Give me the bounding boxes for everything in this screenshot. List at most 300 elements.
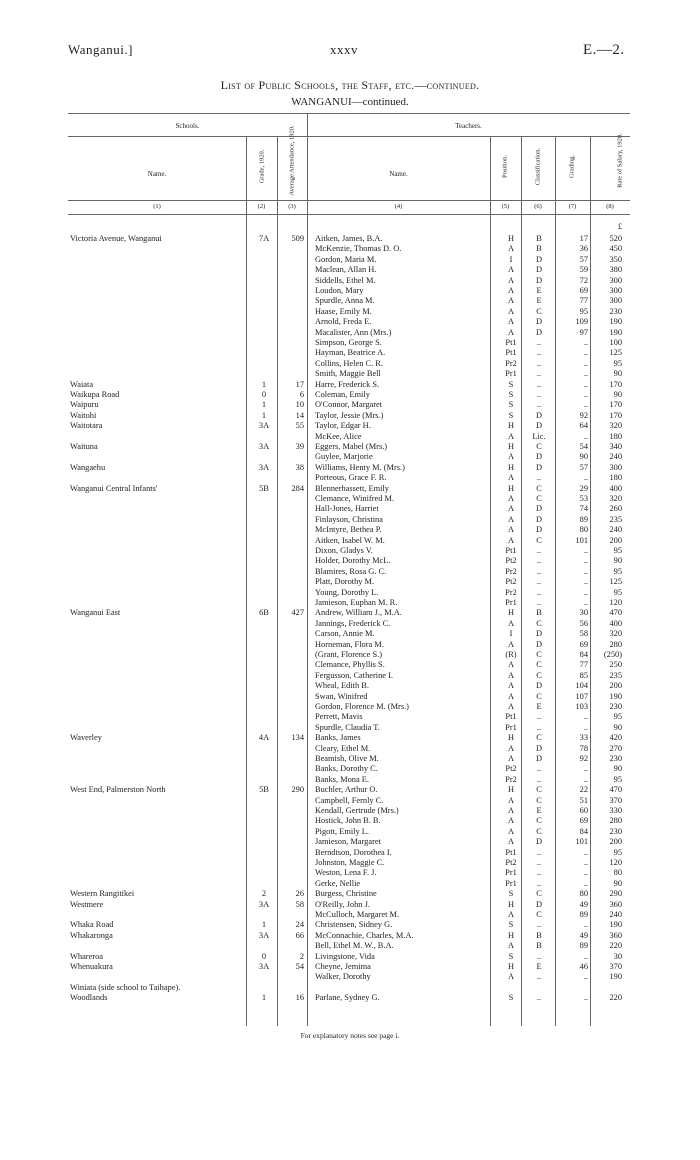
average-attendance: 134: [291, 733, 304, 743]
teacher-salary: 95: [613, 587, 622, 597]
average-attendance: 66: [295, 930, 304, 940]
teacher-position: A: [507, 754, 515, 763]
teacher-salary: 200: [609, 837, 622, 847]
teacher-classification: D: [535, 410, 543, 420]
teacher-position: A: [507, 275, 515, 285]
teacher-name: Guylee, Marjorie: [315, 452, 373, 462]
teacher-classification: D: [535, 514, 543, 524]
colnum-3: (3): [288, 203, 296, 210]
table-row: [0, 494, 700, 504]
teacher-position: A: [507, 525, 515, 535]
teacher-grading: ..: [583, 338, 588, 347]
teacher-classification: ..: [536, 556, 542, 566]
teacher-name: Cleary, Ethel M.: [315, 743, 371, 753]
teacher-classification: D: [535, 629, 543, 639]
position-header: Position.: [501, 155, 509, 178]
table-row: [0, 536, 700, 546]
teacher-classification: D: [535, 525, 543, 535]
school-name: Waverley: [70, 733, 102, 743]
teacher-salary: 380: [609, 265, 622, 275]
document-code: E.—2.: [583, 42, 625, 58]
average-attendance: 38: [295, 462, 304, 472]
teacher-salary: 280: [609, 639, 622, 649]
teacher-classification: E: [536, 806, 542, 815]
teacher-classification: C: [536, 483, 542, 493]
school-grade: 1: [261, 400, 267, 410]
colnum-rule: [68, 200, 630, 201]
teacher-salary: 180: [609, 473, 622, 483]
teacher-salary: 95: [613, 847, 622, 857]
teacher-grading: 97: [579, 327, 588, 337]
teacher-name: Maclean, Allan H.: [315, 265, 377, 275]
pound-sign: £: [617, 222, 622, 231]
teacher-name: Spurdle, Anna M.: [315, 296, 375, 306]
teacher-position: Pr1: [505, 868, 517, 878]
teacher-grading: 84: [579, 826, 588, 836]
average-attendance: 16: [295, 993, 304, 1003]
teacher-position: A: [507, 670, 515, 680]
teacher-salary: 280: [609, 816, 622, 826]
teacher-grading: 77: [579, 660, 588, 670]
teacher-name: O'Connor, Margaret: [315, 400, 383, 410]
table-row: [0, 931, 700, 941]
teacher-salary: 190: [609, 317, 622, 327]
teacher-name: Macalister, Ann (Mrs.): [315, 327, 392, 337]
teacher-salary: 220: [609, 941, 622, 951]
teacher-name: Hayman, Beatrice A.: [315, 348, 386, 358]
teacher-salary: 80: [613, 868, 622, 878]
teacher-name: Walker, Dorothy: [315, 972, 371, 982]
teacher-name: McCulloch, Margaret M.: [315, 910, 400, 919]
teacher-classification: C: [536, 910, 542, 919]
teacher-salary: 125: [609, 348, 622, 358]
teacher-salary: 90: [613, 369, 622, 379]
teacher-salary: 470: [609, 785, 622, 795]
average-attendance: 55: [295, 421, 304, 431]
page-number: xxxv: [330, 42, 358, 57]
teacher-name: Smith, Maggie Bell: [315, 369, 381, 379]
teacher-classification: C: [536, 733, 542, 743]
colnum-5: (5): [501, 203, 510, 210]
teacher-position: H: [507, 962, 515, 971]
table-row: [0, 900, 700, 910]
table-row: [0, 889, 700, 899]
teacher-salary: 370: [609, 795, 622, 805]
teacher-grading: 89: [579, 514, 588, 524]
teacher-salary: 30: [613, 951, 622, 961]
teacher-salary: 330: [609, 806, 622, 815]
table-row: [0, 577, 700, 587]
table-row: [0, 744, 700, 754]
table-row: [0, 785, 700, 795]
teacher-classification: ..: [536, 764, 542, 774]
teacher-position: S: [508, 920, 514, 930]
teacher-salary: 290: [609, 889, 622, 899]
teacher-grading: ..: [583, 598, 588, 607]
average-attendance: 290: [291, 785, 304, 795]
region-subtitle: WANGANUI—continued.: [291, 96, 409, 108]
teacher-position: Pt1: [505, 712, 517, 722]
table-row: [0, 546, 700, 556]
teacher-classification: ..: [536, 577, 542, 587]
teacher-name: Collins, Helen C. R.: [315, 358, 383, 368]
teacher-position: A: [507, 286, 515, 295]
teacher-grading: 80: [579, 525, 588, 535]
table-row: [0, 390, 700, 400]
teacher-classification: C: [536, 660, 542, 670]
teacher-name: Johnston, Maggie C.: [315, 858, 385, 867]
table-row: [0, 463, 700, 473]
teacher-position: A: [507, 473, 515, 483]
average-attendance: 39: [295, 442, 304, 451]
teacher-position: H: [507, 442, 515, 451]
teacher-name: O'Reilly, John J.: [315, 899, 370, 909]
table-row: [0, 473, 700, 483]
teacher-classification: ..: [536, 868, 542, 878]
footnote: For explanatory notes see page i.: [300, 1031, 400, 1040]
school-name: Westmere: [70, 899, 104, 909]
table-row: [0, 962, 700, 972]
teacher-salary: 235: [609, 514, 622, 524]
teacher-name: Spurdle, Claudia T.: [315, 722, 380, 732]
table-row: [0, 338, 700, 348]
header-bottom-rule: [68, 214, 630, 215]
teacher-name: Simpson, George S.: [315, 338, 382, 347]
teacher-classification: D: [535, 265, 543, 275]
teacher-name: Holder, Dorothy McL.: [315, 556, 391, 566]
teacher-grading: ..: [583, 587, 588, 597]
teacher-name: Livingstone, Vida: [315, 951, 375, 961]
teacher-salary: 235: [609, 670, 622, 680]
teacher-position: A: [507, 826, 515, 836]
teacher-grading: 101: [575, 535, 588, 545]
teacher-grading: ..: [583, 566, 588, 576]
teacher-grading: 56: [579, 618, 588, 628]
table-row: [0, 941, 700, 951]
teacher-position: H: [507, 930, 515, 940]
teacher-salary: 90: [613, 390, 622, 399]
teacher-name: Banks, Dorothy C.: [315, 764, 378, 774]
teacher-position: H: [507, 421, 515, 431]
table-row: [0, 400, 700, 410]
teacher-grading: 109: [575, 317, 588, 327]
table-row: [0, 723, 700, 733]
teacher-position: A: [507, 431, 515, 441]
school-grade: 4A: [258, 733, 270, 743]
teacher-name: Banks, Mona E.: [315, 774, 369, 784]
teacher-salary: 230: [609, 702, 622, 711]
teacher-name: Blennerhassett, Emily: [315, 483, 389, 493]
teacher-position: A: [507, 296, 515, 306]
school-name: Waiata: [70, 379, 94, 389]
teacher-grading: ..: [583, 868, 588, 878]
teacher-salary: 320: [609, 421, 622, 431]
table-row: [0, 525, 700, 535]
teacher-grading: ..: [583, 722, 588, 732]
teacher-classification: D: [535, 327, 543, 337]
teacher-name-header: Name.: [389, 170, 408, 178]
teacher-salary: 300: [609, 462, 622, 472]
school-name: Victoria Avenue, Wanganui: [70, 234, 162, 243]
table-row: [0, 796, 700, 806]
average-attendance: 284: [291, 483, 304, 493]
teacher-name: Taylor, Jessie (Mrs.): [315, 410, 384, 420]
teacher-position: A: [507, 306, 515, 316]
teacher-classification: E: [536, 296, 542, 306]
teacher-position: A: [507, 691, 515, 701]
table-row: [0, 858, 700, 868]
teacher-position: S: [508, 390, 514, 399]
teacher-name: Coleman, Emily: [315, 390, 370, 399]
school-name: Wanganui East: [70, 608, 121, 618]
teacher-grading: 49: [579, 899, 588, 909]
table-row: [0, 556, 700, 566]
school-name: Woodlands: [70, 993, 108, 1003]
school-name: Wangaehu: [70, 462, 106, 472]
grading-header: Grading.: [568, 155, 576, 178]
teacher-grading: ..: [583, 847, 588, 857]
teacher-grading: ..: [583, 546, 588, 555]
teacher-classification: ..: [536, 972, 542, 982]
teacher-grading: 60: [579, 806, 588, 815]
table-row: [0, 244, 700, 254]
school-grade: 0: [261, 390, 267, 399]
teacher-grading: ..: [583, 878, 588, 888]
table-row: [0, 484, 700, 494]
school-name: Waipuru: [70, 400, 99, 410]
table-row: [0, 452, 700, 462]
teacher-position: A: [507, 244, 515, 254]
school-grade: 3A: [258, 421, 270, 431]
teacher-position: H: [507, 733, 515, 743]
teacher-position: Pt1: [505, 847, 517, 857]
teacher-name: Gordon, Maria M.: [315, 254, 377, 264]
attendance-header: Average Attendance, 1920.: [288, 125, 296, 196]
table-row: [0, 369, 700, 379]
teacher-position: A: [507, 514, 515, 524]
teacher-salary: 95: [613, 546, 622, 555]
average-attendance: 6: [299, 390, 304, 399]
teacher-classification: ..: [536, 878, 542, 888]
teacher-salary: 400: [609, 483, 622, 493]
table-row: [0, 588, 700, 598]
teacher-name: Taylor, Edgar H.: [315, 421, 371, 431]
teacher-position: A: [507, 972, 515, 982]
school-name: West End, Palmerston North: [70, 785, 166, 795]
teacher-position: A: [507, 816, 515, 826]
teacher-classification: B: [536, 234, 542, 243]
teacher-classification: ..: [536, 920, 542, 930]
teacher-classification: ..: [536, 712, 542, 722]
teacher-salary: 230: [609, 306, 622, 316]
teacher-salary: 180: [609, 431, 622, 441]
teacher-grading: ..: [583, 369, 588, 379]
colnum-6: (6): [534, 203, 542, 210]
school-name: Winiata (side school to Taihape).: [70, 982, 181, 992]
teacher-grading: 103: [575, 702, 588, 711]
teacher-salary: 320: [609, 494, 622, 503]
teacher-position: A: [507, 452, 515, 462]
table-row: [0, 328, 700, 338]
teacher-name: McKee, Alice: [315, 431, 362, 441]
table-row: [0, 380, 700, 390]
teacher-name: Clemance, Phyllis S.: [315, 660, 385, 670]
table-row: [0, 910, 700, 920]
school-name: Western Rangitikei: [70, 889, 135, 899]
teacher-grading: 92: [579, 410, 588, 420]
teacher-grading: 90: [579, 452, 588, 462]
school-grade: 1: [261, 410, 267, 420]
teacher-classification: D: [535, 275, 543, 285]
teacher-position: H: [507, 234, 515, 243]
teacher-position: Pt1: [505, 546, 517, 555]
teacher-grading: 89: [579, 941, 588, 951]
teacher-name: Haase, Emily M.: [315, 306, 372, 316]
table-row: [0, 307, 700, 317]
school-grade: 1: [261, 379, 267, 389]
teacher-salary: 300: [609, 296, 622, 306]
teacher-position: A: [507, 494, 515, 503]
colnum-7: (7): [568, 203, 577, 210]
table-row: [0, 421, 700, 431]
school-grade: 3A: [258, 899, 270, 909]
colnum-2: (2): [257, 203, 266, 210]
school-grade: 6B: [259, 608, 269, 618]
teacher-classification: B: [536, 930, 542, 940]
teacher-position: A: [507, 327, 515, 337]
teacher-position: Pt2: [505, 556, 517, 566]
teacher-classification: ..: [536, 400, 542, 410]
teacher-classification: B: [536, 608, 542, 618]
teacher-grading: 17: [579, 234, 588, 243]
teacher-salary: 95: [613, 358, 622, 368]
school-name: Waituna: [70, 442, 98, 451]
teacher-position: A: [507, 317, 515, 327]
teacher-salary: 100: [609, 338, 622, 347]
teacher-salary: 470: [609, 608, 622, 618]
teacher-salary: 200: [609, 535, 622, 545]
table-row: [0, 775, 700, 785]
teacher-classification: ..: [536, 473, 542, 483]
table-row: [0, 952, 700, 962]
teacher-grading: ..: [583, 774, 588, 784]
teacher-grading: 85: [579, 670, 588, 680]
teacher-grading: ..: [583, 712, 588, 722]
teacher-position: I: [509, 254, 513, 264]
teacher-position: Pr2: [505, 358, 517, 368]
teacher-salary: 220: [609, 993, 622, 1003]
group-header-rule: [68, 136, 630, 137]
table-row: [0, 983, 700, 993]
teacher-classification: C: [536, 494, 542, 503]
colnum-8: (8): [606, 203, 614, 210]
teacher-name: Burgess, Christine: [315, 889, 377, 899]
teacher-position: Pr1: [505, 369, 517, 379]
teacher-name: Weston, Lena F. J.: [315, 868, 377, 878]
teacher-grading: ..: [583, 556, 588, 566]
teacher-classification: D: [535, 462, 543, 472]
teacher-grading: 101: [575, 837, 588, 847]
teacher-salary: 90: [613, 878, 622, 888]
teacher-grading: 64: [579, 421, 588, 431]
teacher-classification: E: [536, 286, 542, 295]
table-row: [0, 671, 700, 681]
table-row: [0, 348, 700, 358]
school-name: Whareroa: [70, 951, 104, 961]
table-row: [0, 806, 700, 816]
average-attendance: 2: [299, 951, 304, 961]
teacher-position: A: [507, 618, 515, 628]
teacher-classification: ..: [536, 993, 542, 1003]
teacher-position: S: [508, 889, 514, 899]
table-row: [0, 286, 700, 296]
table-row: [0, 629, 700, 639]
average-attendance: 10: [295, 400, 304, 410]
teacher-salary: 270: [609, 743, 622, 753]
table-row: [0, 692, 700, 702]
teacher-grading: ..: [583, 577, 588, 587]
school-grade: 5B: [259, 785, 269, 795]
teacher-position: Pr1: [505, 598, 517, 607]
teacher-classification: D: [535, 317, 543, 327]
table-row: [0, 816, 700, 826]
average-attendance: 427: [291, 608, 304, 618]
teacher-name: Beamish, Olive M.: [315, 754, 379, 763]
teacher-grading: 84: [579, 650, 588, 659]
teacher-position: A: [507, 639, 515, 649]
teacher-grading: ..: [583, 473, 588, 483]
teacher-classification: ..: [536, 598, 542, 607]
teacher-salary: 170: [609, 410, 622, 420]
teacher-position: A: [507, 504, 515, 514]
table-row: [0, 972, 700, 982]
teacher-name: Carson, Annie M.: [315, 629, 375, 639]
teacher-salary: 360: [609, 930, 622, 940]
teacher-position: Pr2: [505, 587, 517, 597]
table-row: [0, 712, 700, 722]
teacher-name: Fergusson, Catherine I.: [315, 670, 394, 680]
teacher-name: Jamieson, Margaret: [315, 837, 381, 847]
teacher-salary: 250: [609, 660, 622, 670]
teacher-salary: 200: [609, 681, 622, 691]
teacher-position: A: [507, 743, 515, 753]
teacher-classification: ..: [536, 338, 542, 347]
teacher-grading: 80: [579, 889, 588, 899]
teacher-grading: 107: [575, 691, 588, 701]
table-row: [0, 598, 700, 608]
teacher-name: Finlayson, Christina: [315, 514, 383, 524]
teacher-salary: 370: [609, 962, 622, 971]
average-attendance: 26: [295, 889, 304, 899]
teacher-grading: ..: [583, 348, 588, 358]
teacher-classification: C: [536, 306, 542, 316]
teacher-name: Clemance, Winifred M.: [315, 494, 395, 503]
teacher-classification: E: [536, 702, 542, 711]
teacher-salary: 90: [613, 722, 622, 732]
table-row: [0, 868, 700, 878]
table-row: [0, 442, 700, 452]
table-row: [0, 837, 700, 847]
teacher-name: Arnold, Freda E.: [315, 317, 372, 327]
teacher-grading: 53: [579, 494, 588, 503]
teacher-classification: C: [536, 442, 542, 451]
teacher-position: Pr2: [505, 566, 517, 576]
teacher-name: Young, Dorothy L.: [315, 587, 379, 597]
average-attendance: 58: [295, 899, 304, 909]
teacher-classification: D: [535, 837, 543, 847]
teacher-grading: ..: [583, 920, 588, 930]
teacher-grading: 49: [579, 930, 588, 940]
